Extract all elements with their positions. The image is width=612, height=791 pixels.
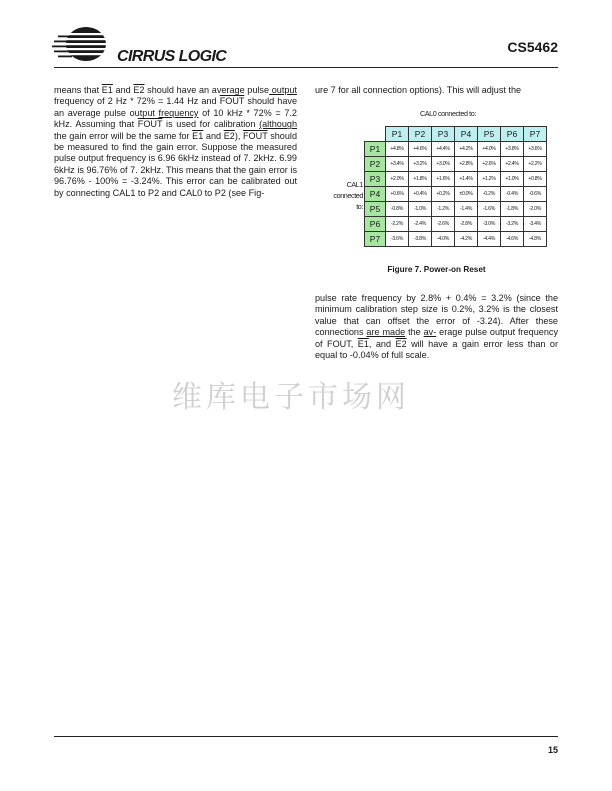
cal1-label-line: connected bbox=[333, 191, 363, 200]
table-cell: -0.2% bbox=[478, 187, 501, 202]
row-header: P1 bbox=[365, 142, 386, 157]
table-cell: -3.8% bbox=[409, 232, 432, 247]
e1-signal: E1 bbox=[357, 338, 369, 349]
text-run: pulse bbox=[247, 85, 270, 95]
right-column-bottom-text bbox=[315, 293, 558, 361]
table-cell: -3.6% bbox=[386, 232, 409, 247]
table-cell: ±0.0% bbox=[455, 187, 478, 202]
text-run: , and bbox=[368, 338, 396, 349]
text-run: pulse rate frequency by 2.8% + 0.4% = 3.2% (since the minimum calibration step size is 0.2%, 3.2% is the closest value that can offset the error of -3.24). After these connections bbox=[315, 293, 558, 338]
cal0-label: CAL0 connected to: bbox=[420, 109, 476, 118]
table-cell: -4.2% bbox=[455, 232, 478, 247]
e1-signal: E1 bbox=[101, 85, 113, 95]
text-run: be measured to find the gain error. Suppose the measured pulse output frequency is 6.96 6kHz instead of 7. 2kHz. 6.99 6kHz is 96.76% of 7. 2kHz. This means that the gain error is 96.76% - 100% = -3.24%. This error can be calibrated out by connecting CAL1 to P2 and CAL0 to P2 (see Fig- bbox=[54, 142, 297, 198]
table-cell: -2.8% bbox=[455, 217, 478, 232]
page-number: 15 bbox=[547, 745, 558, 755]
column-header: P7 bbox=[524, 127, 547, 142]
underlined-text: av- bbox=[423, 327, 437, 338]
text-run: the bbox=[405, 327, 424, 338]
table-cell: -0.8% bbox=[386, 202, 409, 217]
calibration-table bbox=[364, 126, 547, 247]
e2-signal: E2 bbox=[133, 85, 145, 95]
text-run: the gain bbox=[54, 130, 87, 141]
cirrus-logic-logo bbox=[50, 24, 240, 72]
column-header: P6 bbox=[501, 127, 524, 142]
table-cell: -1.4% bbox=[455, 202, 478, 217]
footer-rule bbox=[54, 736, 558, 737]
cirrus-logo-mark-icon bbox=[50, 24, 120, 64]
fout-signal: FOUT bbox=[137, 119, 163, 130]
text-run: is used for calibration bbox=[162, 119, 260, 130]
row-header: P3 bbox=[365, 172, 386, 187]
table-cell: +0.6% bbox=[386, 187, 409, 202]
text-run: of 10 kHz * 72% = 7.2 kHz. Assuming bbox=[54, 107, 297, 130]
column-header: P5 bbox=[478, 127, 501, 142]
table-cell: +3.2% bbox=[409, 157, 432, 172]
table-cell: -0.6% bbox=[524, 187, 547, 202]
watermark: 维库电子市场网 bbox=[172, 380, 410, 415]
table-row bbox=[365, 217, 547, 232]
table-cell: -2.6% bbox=[432, 217, 455, 232]
table-cell: +3.4% bbox=[386, 157, 409, 172]
brand-wordmark: CIRRUS LOGIC bbox=[117, 48, 227, 65]
e2-signal: E2 bbox=[223, 130, 235, 141]
right-column-top-text: ure 7 for all connection options). This will adjust the bbox=[315, 85, 522, 95]
text-run: erage pulse output frequency of FOUT, bbox=[315, 327, 558, 349]
fout-signal: FOUT bbox=[219, 96, 245, 107]
table-cell: -2.2% bbox=[386, 217, 409, 232]
row-header: P7 bbox=[365, 232, 386, 247]
text-run: frequency of 2 Hz * 72% = 1.44 Hz bbox=[54, 96, 199, 107]
table-row bbox=[365, 232, 547, 247]
column-header: P2 bbox=[409, 127, 432, 142]
table-row bbox=[365, 172, 547, 187]
table-cell: +2.4% bbox=[501, 157, 524, 172]
table-cell: +1.4% bbox=[455, 172, 478, 187]
table-cell: -2.4% bbox=[409, 217, 432, 232]
text-run: error will be the same for bbox=[89, 130, 193, 141]
table-cell: -1.8% bbox=[501, 202, 524, 217]
table-cell: -4.4% bbox=[478, 232, 501, 247]
table-cell: -1.2% bbox=[432, 202, 455, 217]
text-run: and bbox=[201, 96, 220, 107]
text-run: should bbox=[267, 130, 298, 141]
text-run: will have a gain error less than or equal to -0.04% of full scale. bbox=[315, 338, 558, 361]
table-cell: +3.6% bbox=[524, 142, 547, 157]
table-cell: +1.0% bbox=[501, 172, 524, 187]
table-row bbox=[365, 202, 547, 217]
table-cell: +0.4% bbox=[409, 187, 432, 202]
left-column-text bbox=[54, 85, 297, 199]
table-row bbox=[365, 157, 547, 172]
table-cell: -4.6% bbox=[501, 232, 524, 247]
table-cell: -1.6% bbox=[478, 202, 501, 217]
column-header: P3 bbox=[432, 127, 455, 142]
table-cell: +4.6% bbox=[409, 142, 432, 157]
table-cell: +2.2% bbox=[524, 157, 547, 172]
underlined-text: frequency bbox=[158, 107, 199, 118]
row-header: P5 bbox=[365, 202, 386, 217]
table-row bbox=[365, 187, 547, 202]
text-run: should have an average pulse output bbox=[54, 96, 298, 118]
text-run: means that bbox=[54, 85, 102, 95]
table-cell: +4.2% bbox=[455, 142, 478, 157]
table-cell: +3.8% bbox=[501, 142, 524, 157]
text-run: that bbox=[118, 119, 138, 130]
text-run: should have an average bbox=[144, 85, 245, 95]
part-number: CS5462 bbox=[507, 39, 558, 55]
e2-signal: E2 bbox=[395, 338, 407, 349]
cal1-label-line: CAL1 bbox=[346, 180, 363, 189]
table-cell: +3.0% bbox=[432, 157, 455, 172]
text-run: and bbox=[112, 85, 134, 95]
header-rule bbox=[54, 67, 558, 68]
e1-signal: E1 bbox=[192, 130, 204, 141]
table-cell: +4.8% bbox=[386, 142, 409, 157]
table-cell: -3.2% bbox=[501, 217, 524, 232]
table-cell: +2.8% bbox=[455, 157, 478, 172]
row-header: P4 bbox=[365, 187, 386, 202]
cal1-label bbox=[331, 179, 363, 212]
column-header: P1 bbox=[386, 127, 409, 142]
table-cell: -4.0% bbox=[432, 232, 455, 247]
row-header: P2 bbox=[365, 157, 386, 172]
table-header-row bbox=[365, 127, 547, 142]
table-corner bbox=[365, 127, 386, 142]
underlined-text: output bbox=[269, 85, 297, 95]
table-cell: +4.4% bbox=[432, 142, 455, 157]
text-run: and bbox=[203, 130, 224, 141]
table-cell: -3.0% bbox=[478, 217, 501, 232]
table-cell: +4.0% bbox=[478, 142, 501, 157]
figure-caption: Figure 7. Power-on Reset bbox=[387, 265, 486, 274]
table-cell: -4.8% bbox=[524, 232, 547, 247]
table-cell: -3.4% bbox=[524, 217, 547, 232]
row-header: P6 bbox=[365, 217, 386, 232]
table-cell: -2.0% bbox=[524, 202, 547, 217]
underlined-text: (although bbox=[259, 119, 297, 130]
table-cell: +2.6% bbox=[478, 157, 501, 172]
text-run: ), bbox=[234, 130, 243, 141]
table-cell: -0.4% bbox=[501, 187, 524, 202]
table-cell: +1.8% bbox=[409, 172, 432, 187]
table-cell: +0.8% bbox=[524, 172, 547, 187]
table-cell: +2.0% bbox=[386, 172, 409, 187]
cal1-label-line: to: bbox=[356, 202, 363, 211]
fout-signal: FOUT bbox=[243, 130, 268, 141]
table-row bbox=[365, 142, 547, 157]
table-cell: -1.0% bbox=[409, 202, 432, 217]
table-cell: +1.6% bbox=[432, 172, 455, 187]
table-cell: +0.2% bbox=[432, 187, 455, 202]
table-cell: +1.2% bbox=[478, 172, 501, 187]
column-header: P4 bbox=[455, 127, 478, 142]
underlined-text: are made bbox=[366, 327, 406, 338]
